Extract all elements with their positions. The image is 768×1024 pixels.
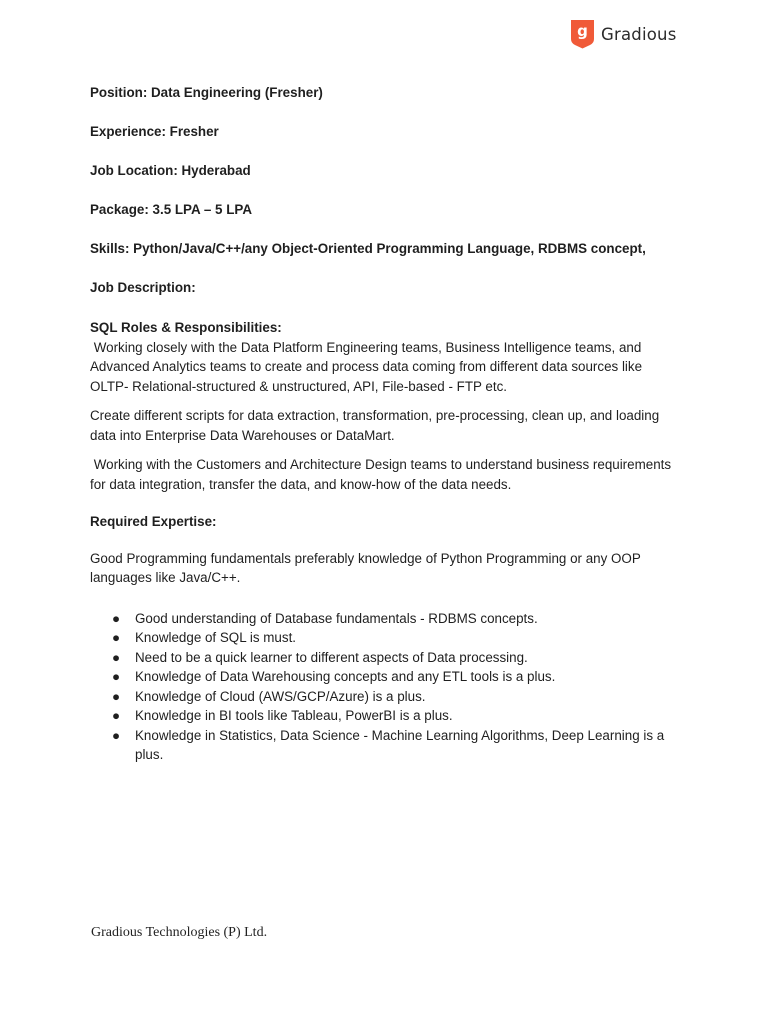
brand-name: Gradious bbox=[601, 24, 677, 44]
list-item bbox=[90, 628, 680, 648]
roles-paragraph: Create different scripts for data extraction, transformation, pre-processing, clean up, and loading data into Enterprise Data Warehouses or DataMart. bbox=[90, 408, 660, 443]
experience-field: Experience: Fresher bbox=[90, 124, 219, 139]
expertise-heading: Required Expertise: bbox=[90, 514, 217, 529]
package-field: Package: 3.5 LPA – 5 LPA bbox=[90, 202, 252, 217]
skills-field: Skills: Python/Java/C++/any Object-Oriented Programming Language, RDBMS concept, bbox=[90, 241, 646, 256]
list-item bbox=[90, 609, 680, 629]
list-item bbox=[90, 687, 680, 707]
document-body bbox=[90, 84, 680, 765]
bullet-icon: ● bbox=[112, 688, 121, 704]
bullet-icon: ● bbox=[112, 727, 121, 743]
bullet-icon: ● bbox=[112, 708, 121, 723]
list-item bbox=[90, 667, 680, 687]
list-item-text: Need to be a quick learner to different aspects of Data processing. bbox=[135, 649, 528, 665]
list-item bbox=[90, 726, 680, 765]
list-item bbox=[90, 706, 680, 726]
footer-company: Gradious Technologies (P) Ltd. bbox=[91, 925, 268, 940]
roles-paragraph: Working with the Customers and Architecture Design teams to understand business requirements for data integration, transfer the data, and know-how of the data needs. bbox=[90, 457, 675, 492]
list-item bbox=[90, 648, 680, 668]
bullet-icon: ● bbox=[112, 649, 121, 665]
expertise-intro: Good Programming fundamentals preferably knowledge of Python Programming or any OOP languages like Java/C++. bbox=[90, 550, 641, 585]
position-field: Position: Data Engineering (Fresher) bbox=[90, 85, 323, 100]
list-item-text: Knowledge in BI tools like Tableau, PowerBI is a plus. bbox=[135, 708, 453, 723]
roles-heading: SQL Roles & Responsibilities: bbox=[90, 320, 282, 335]
bullet-icon: ● bbox=[112, 669, 121, 684]
gradious-logo-icon bbox=[569, 19, 596, 49]
list-item-text: Good understanding of Database fundamentals - RDBMS concepts. bbox=[135, 610, 538, 626]
roles-paragraph: Working closely with the Data Platform Engineering teams, Business Intelligence teams, and Advanced Analytics teams to create and process data coming from different data sources like OLTP- Relational-structured & unstructured, API, File-based - FTP etc. bbox=[90, 339, 646, 394]
job-description-heading: Job Description: bbox=[90, 280, 196, 295]
brand-logo bbox=[569, 19, 677, 49]
list-item-text: Knowledge of Cloud (AWS/GCP/Azure) is a plus. bbox=[135, 688, 426, 704]
logo-letter: g bbox=[577, 22, 588, 40]
bullet-icon: ● bbox=[112, 630, 121, 645]
expertise-list bbox=[90, 609, 680, 765]
bullet-icon: ● bbox=[112, 610, 121, 626]
list-item-text: Knowledge in Statistics, Data Science - Machine Learning Algorithms, Deep Learning is a plus. bbox=[135, 727, 665, 762]
list-item-text: Knowledge of SQL is must. bbox=[135, 630, 297, 645]
list-item-text: Knowledge of Data Warehousing concepts and any ETL tools is a plus. bbox=[135, 669, 556, 684]
location-field: Job Location: Hyderabad bbox=[90, 163, 251, 178]
